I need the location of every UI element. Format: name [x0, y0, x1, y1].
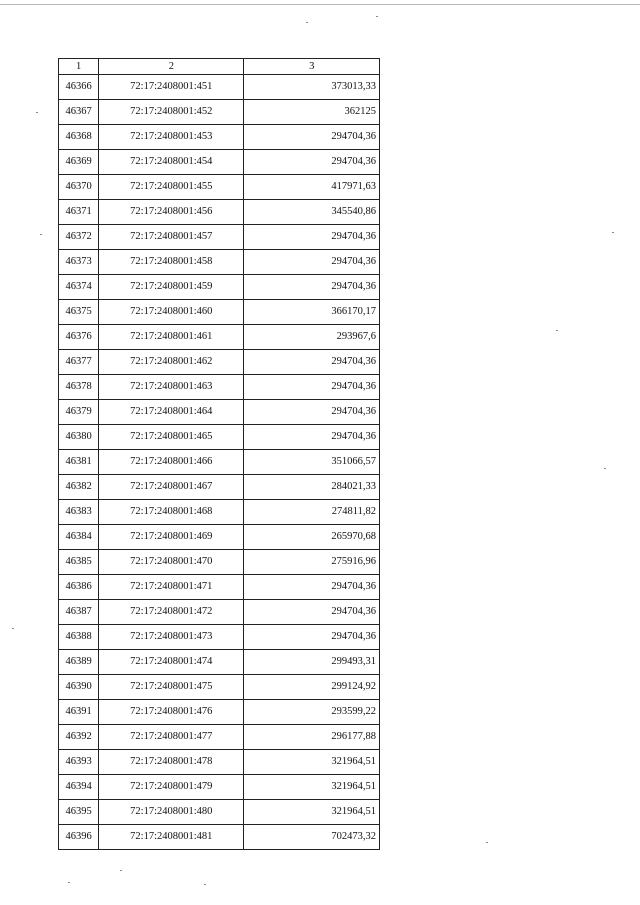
table-row: [59, 475, 380, 500]
cadastral-value-cell: 417971,63: [244, 175, 380, 200]
row-number-cell: 46366: [59, 75, 99, 100]
row-number-cell: 46395: [59, 800, 99, 825]
table-row: [59, 550, 380, 575]
table-row: [59, 425, 380, 450]
row-number-cell: 46387: [59, 600, 99, 625]
table-row: [59, 250, 380, 275]
table-row: [59, 325, 380, 350]
table-row: [59, 175, 380, 200]
cadastral-number-cell: 72:17:2408001:451: [99, 75, 244, 100]
table-header-row: [59, 59, 380, 75]
cadastral-value-cell: 321964,51: [244, 775, 380, 800]
table-row: [59, 125, 380, 150]
cadastral-value-cell: 294704,36: [244, 225, 380, 250]
row-number-cell: 46370: [59, 175, 99, 200]
row-number-cell: 46369: [59, 150, 99, 175]
scan-speck: [604, 468, 606, 469]
table-row: [59, 700, 380, 725]
cadastral-value-table: [58, 58, 380, 850]
row-number-cell: 46373: [59, 250, 99, 275]
cadastral-value-cell: 293967,6: [244, 325, 380, 350]
cadastral-value-cell: 265970,68: [244, 525, 380, 550]
cadastral-value-cell: 294704,36: [244, 625, 380, 650]
cadastral-number-cell: 72:17:2408001:477: [99, 725, 244, 750]
cadastral-number-cell: 72:17:2408001:466: [99, 450, 244, 475]
cadastral-value-cell: 321964,51: [244, 750, 380, 775]
cadastral-number-cell: 72:17:2408001:456: [99, 200, 244, 225]
row-number-cell: 46389: [59, 650, 99, 675]
cadastral-number-cell: 72:17:2408001:453: [99, 125, 244, 150]
table-row: [59, 100, 380, 125]
scan-speck: [68, 882, 70, 883]
cadastral-number-cell: 72:17:2408001:460: [99, 300, 244, 325]
table-row: [59, 625, 380, 650]
row-number-cell: 46381: [59, 450, 99, 475]
cadastral-number-cell: 72:17:2408001:465: [99, 425, 244, 450]
cadastral-number-cell: 72:17:2408001:458: [99, 250, 244, 275]
row-number-cell: 46376: [59, 325, 99, 350]
cadastral-value-cell: 321964,51: [244, 800, 380, 825]
cadastral-number-cell: 72:17:2408001:472: [99, 600, 244, 625]
cadastral-value-cell: 275916,96: [244, 550, 380, 575]
cadastral-value-cell: 294704,36: [244, 275, 380, 300]
cadastral-value-cell: 294704,36: [244, 575, 380, 600]
table-row: [59, 600, 380, 625]
cadastral-number-cell: 72:17:2408001:467: [99, 475, 244, 500]
cadastral-value-cell: 345540,86: [244, 200, 380, 225]
table-row: [59, 525, 380, 550]
cadastral-number-cell: 72:17:2408001:463: [99, 375, 244, 400]
table-row: [59, 800, 380, 825]
cadastral-number-cell: 72:17:2408001:475: [99, 675, 244, 700]
cadastral-number-cell: 72:17:2408001:454: [99, 150, 244, 175]
cadastral-value-cell: 284021,33: [244, 475, 380, 500]
scan-speck: [612, 232, 614, 233]
cadastral-value-cell: 373013,33: [244, 75, 380, 100]
top-scan-edge: [0, 4, 640, 5]
table-row: [59, 650, 380, 675]
row-number-cell: 46378: [59, 375, 99, 400]
cadastral-number-cell: 72:17:2408001:480: [99, 800, 244, 825]
scan-speck: [12, 628, 14, 629]
cadastral-number-cell: 72:17:2408001:455: [99, 175, 244, 200]
cadastral-value-cell: 294704,36: [244, 250, 380, 275]
cadastral-value-cell: 294704,36: [244, 350, 380, 375]
table-body: [59, 59, 380, 850]
header-col-3: 3: [244, 59, 380, 75]
cadastral-number-cell: 72:17:2408001:469: [99, 525, 244, 550]
row-number-cell: 46388: [59, 625, 99, 650]
row-number-cell: 46396: [59, 825, 99, 850]
cadastral-number-cell: 72:17:2408001:471: [99, 575, 244, 600]
row-number-cell: 46368: [59, 125, 99, 150]
row-number-cell: 46382: [59, 475, 99, 500]
cadastral-number-cell: 72:17:2408001:468: [99, 500, 244, 525]
row-number-cell: 46392: [59, 725, 99, 750]
table-row: [59, 825, 380, 850]
row-number-cell: 46380: [59, 425, 99, 450]
cadastral-number-cell: 72:17:2408001:462: [99, 350, 244, 375]
row-number-cell: 46383: [59, 500, 99, 525]
cadastral-value-cell: 274811,82: [244, 500, 380, 525]
cadastral-value-cell: 294704,36: [244, 600, 380, 625]
scan-speck: [376, 16, 378, 17]
cadastral-value-cell: 296177,88: [244, 725, 380, 750]
cadastral-value-cell: 351066,57: [244, 450, 380, 475]
cadastral-value-cell: 299124,92: [244, 675, 380, 700]
row-number-cell: 46372: [59, 225, 99, 250]
header-col-2: 2: [99, 59, 244, 75]
table-row: [59, 375, 380, 400]
table-row: [59, 400, 380, 425]
cadastral-number-cell: 72:17:2408001:474: [99, 650, 244, 675]
table-row: [59, 200, 380, 225]
row-number-cell: 46379: [59, 400, 99, 425]
row-number-cell: 46394: [59, 775, 99, 800]
row-number-cell: 46385: [59, 550, 99, 575]
header-col-1: 1: [59, 59, 99, 75]
cadastral-number-cell: 72:17:2408001:459: [99, 275, 244, 300]
cadastral-value-cell: 294704,36: [244, 125, 380, 150]
table-row: [59, 575, 380, 600]
table-row: [59, 150, 380, 175]
table-row: [59, 775, 380, 800]
cadastral-value-cell: 362125: [244, 100, 380, 125]
cadastral-value-cell: 294704,36: [244, 150, 380, 175]
table-row: [59, 750, 380, 775]
cadastral-number-cell: 72:17:2408001:452: [99, 100, 244, 125]
cadastral-number-cell: 72:17:2408001:457: [99, 225, 244, 250]
table-row: [59, 75, 380, 100]
row-number-cell: 46371: [59, 200, 99, 225]
cadastral-number-cell: 72:17:2408001:464: [99, 400, 244, 425]
cadastral-value-cell: 299493,31: [244, 650, 380, 675]
cadastral-value-cell: 366170,17: [244, 300, 380, 325]
cadastral-value-cell: 293599,22: [244, 700, 380, 725]
table-row: [59, 350, 380, 375]
scan-speck: [40, 234, 42, 235]
table-row: [59, 275, 380, 300]
table-row: [59, 225, 380, 250]
row-number-cell: 46391: [59, 700, 99, 725]
table-row: [59, 725, 380, 750]
row-number-cell: 46393: [59, 750, 99, 775]
cadastral-number-cell: 72:17:2408001:470: [99, 550, 244, 575]
row-number-cell: 46377: [59, 350, 99, 375]
scan-speck: [36, 112, 38, 113]
row-number-cell: 46390: [59, 675, 99, 700]
scan-speck: [306, 22, 308, 23]
cadastral-value-cell: 702473,32: [244, 825, 380, 850]
table-row: [59, 300, 380, 325]
scan-speck: [204, 884, 206, 885]
scan-speck: [486, 842, 488, 843]
cadastral-value-cell: 294704,36: [244, 400, 380, 425]
table-row: [59, 675, 380, 700]
cadastral-number-cell: 72:17:2408001:473: [99, 625, 244, 650]
table-row: [59, 450, 380, 475]
cadastral-number-cell: 72:17:2408001:461: [99, 325, 244, 350]
row-number-cell: 46384: [59, 525, 99, 550]
scan-speck: [120, 870, 122, 871]
scan-speck: [556, 330, 558, 331]
row-number-cell: 46386: [59, 575, 99, 600]
table-row: [59, 500, 380, 525]
cadastral-number-cell: 72:17:2408001:481: [99, 825, 244, 850]
cadastral-number-cell: 72:17:2408001:478: [99, 750, 244, 775]
row-number-cell: 46374: [59, 275, 99, 300]
cadastral-number-cell: 72:17:2408001:476: [99, 700, 244, 725]
row-number-cell: 46375: [59, 300, 99, 325]
cadastral-number-cell: 72:17:2408001:479: [99, 775, 244, 800]
row-number-cell: 46367: [59, 100, 99, 125]
cadastral-value-cell: 294704,36: [244, 425, 380, 450]
cadastral-value-cell: 294704,36: [244, 375, 380, 400]
